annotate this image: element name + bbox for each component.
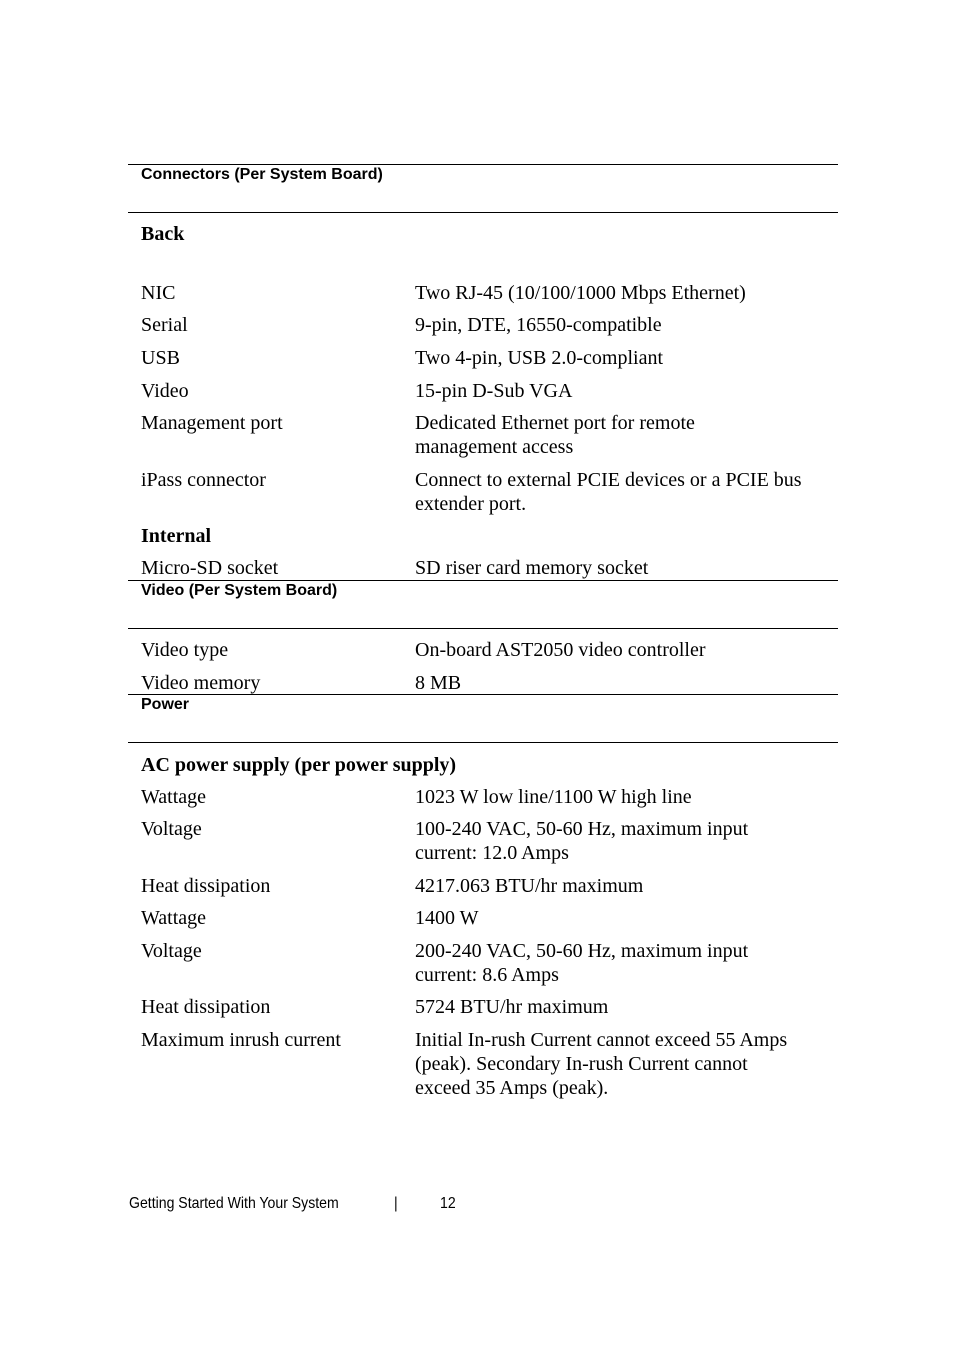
row-label: Heat dissipation <box>141 996 271 1018</box>
section-rule <box>128 694 838 695</box>
row-value: Two 4-pin, USB 2.0-compliant <box>415 347 664 369</box>
row-label: Video <box>141 380 189 402</box>
row-value: 1023 W low line/1100 W high line <box>415 786 692 808</box>
row-label: Video type <box>141 639 229 661</box>
row-label: Heat dissipation <box>141 875 271 897</box>
row-value: 100-240 VAC, 50-60 Hz, maximum input current: 12.0 Amps <box>415 818 749 864</box>
row-value: 8 MB <box>415 672 462 694</box>
row-value: 4217.063 BTU/hr maximum <box>415 875 644 897</box>
footer-separator: | <box>394 1195 398 1212</box>
section-title-video: Video (Per System Board) <box>141 582 338 599</box>
row-label: Wattage <box>141 907 207 929</box>
row-value: 9-pin, DTE, 16550-compatible <box>415 314 662 336</box>
row-label: USB <box>141 347 180 369</box>
row-value: SD riser card memory socket <box>415 557 649 579</box>
row-value: On-board AST2050 video controller <box>415 639 706 661</box>
subheading-ac-power-supply: AC power supply (per power supply) <box>141 754 457 776</box>
subheading-internal: Internal <box>141 525 211 547</box>
row-label: Serial <box>141 314 188 336</box>
row-value: 1400 W <box>415 907 479 929</box>
row-value: Connect to external PCIE devices or a PCIE bus extender port. <box>415 469 802 515</box>
row-value: 5724 BTU/hr maximum <box>415 996 609 1018</box>
row-label: Maximum inrush current <box>141 1029 341 1051</box>
row-label: Video memory <box>141 672 261 694</box>
footer-title: Getting Started With Your System <box>129 1195 339 1212</box>
row-label: Voltage <box>141 818 202 840</box>
row-label: iPass connector <box>141 469 266 491</box>
section-rule <box>128 742 838 743</box>
subheading-back: Back <box>141 223 185 245</box>
section-rule <box>128 212 838 213</box>
row-value: Dedicated Ethernet port for remote management access <box>415 412 695 458</box>
row-value: Two RJ-45 (10/100/1000 Mbps Ethernet) <box>415 282 746 304</box>
row-label: Micro-SD socket <box>141 557 279 579</box>
row-value: 15-pin D-Sub VGA <box>415 380 573 402</box>
row-label: Management port <box>141 412 283 434</box>
section-rule <box>128 628 838 629</box>
row-label: Wattage <box>141 786 207 808</box>
row-value: Initial In-rush Current cannot exceed 55 Amps (peak). Secondary In-rush Current cannot exceed 35 Amps (peak). <box>415 1029 788 1099</box>
row-value: 200-240 VAC, 50-60 Hz, maximum input current: 8.6 Amps <box>415 940 749 986</box>
row-label: Voltage <box>141 940 202 962</box>
row-label: NIC <box>141 282 176 304</box>
section-title-power: Power <box>141 696 190 713</box>
section-title-connectors: Connectors (Per System Board) <box>141 166 383 183</box>
page-number: 12 <box>440 1195 456 1212</box>
